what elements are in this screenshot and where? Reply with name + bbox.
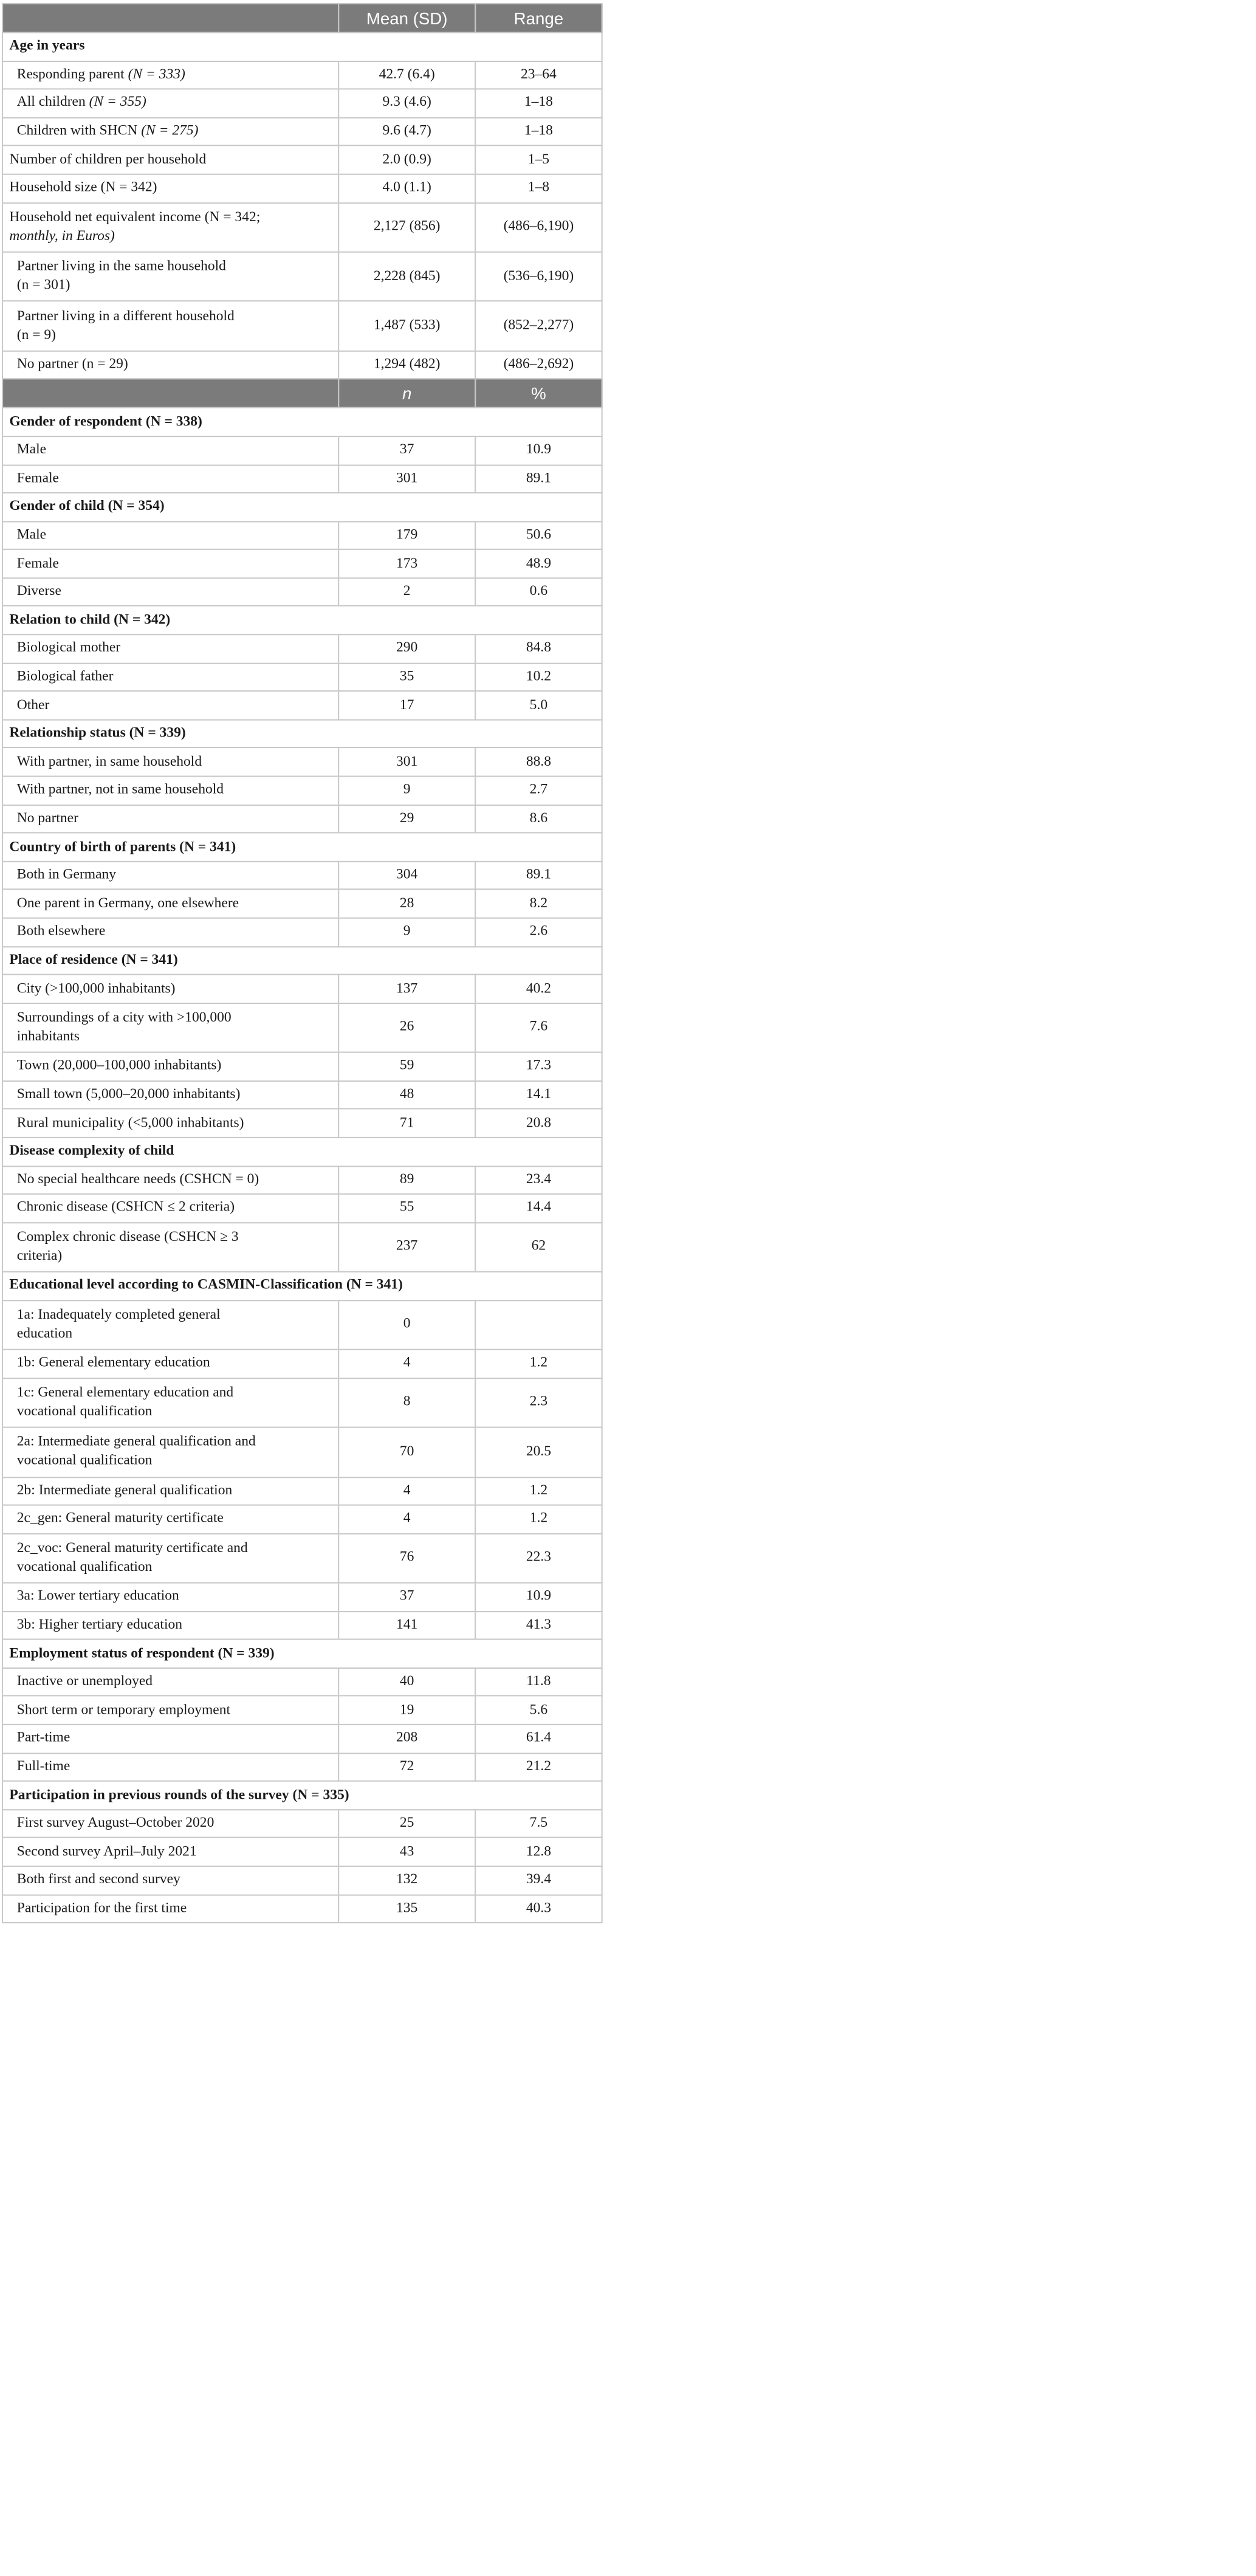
table-row — [2, 1725, 602, 1753]
header-mean-sd: Mean (SD) — [338, 4, 475, 32]
count-cell: 28 — [338, 890, 475, 918]
count-cell: 35 — [338, 663, 475, 692]
table-row — [2, 1810, 602, 1838]
table-row — [2, 549, 602, 578]
count-cell: 4 — [338, 1505, 475, 1534]
section-header — [2, 408, 602, 436]
table-row — [2, 1611, 602, 1640]
count-cell: 137 — [338, 975, 475, 1003]
table-row — [2, 89, 602, 118]
table-row — [2, 1053, 602, 1081]
count-cell: 59 — [338, 1053, 475, 1081]
percent-cell: 10.9 — [475, 436, 602, 465]
percent-cell: 0.6 — [475, 578, 602, 606]
row-label: Both in Germany — [2, 861, 338, 890]
percent-cell: 61.4 — [475, 1725, 602, 1753]
percent-cell: 39.4 — [475, 1866, 602, 1895]
percent-cell: 20.5 — [475, 1427, 602, 1477]
mean-cell: 9.3 (4.6) — [338, 89, 475, 118]
table-row — [2, 174, 602, 203]
table-row — [2, 1477, 602, 1505]
table-row — [2, 1350, 602, 1378]
count-cell: 208 — [338, 1725, 475, 1753]
row-label: Household size (N = 342) — [2, 174, 338, 203]
table-row — [2, 146, 602, 174]
section-header — [2, 493, 602, 521]
mean-cell: 42.7 (6.4) — [338, 61, 475, 89]
count-cell: 301 — [338, 465, 475, 493]
table-row — [2, 578, 602, 606]
range-cell: (852–2,277) — [475, 301, 602, 351]
mean-cell: 2,228 (845) — [338, 252, 475, 301]
percent-cell: 62 — [475, 1223, 602, 1272]
range-cell: 1–18 — [475, 89, 602, 118]
row-label: Household net equivalent income (N = 342; monthly, in Euros) — [2, 202, 338, 252]
mean-cell: 1,487 (533) — [338, 301, 475, 351]
table-row — [2, 1378, 602, 1427]
table-row — [2, 1533, 602, 1582]
count-cell: 29 — [338, 805, 475, 833]
row-label: Responding parent (N = 333) — [2, 61, 338, 89]
count-cell: 70 — [338, 1427, 475, 1477]
percent-cell: 8.2 — [475, 890, 602, 918]
table-row — [2, 1838, 602, 1866]
section-title: Age in years — [2, 33, 602, 61]
count-cell: 290 — [338, 634, 475, 663]
row-label: 3b: Higher tertiary education — [2, 1611, 338, 1640]
row-label: 1a: Inadequately completed general education — [2, 1300, 338, 1350]
percent-cell: 1.2 — [475, 1477, 602, 1505]
row-label: Participation for the first time — [2, 1895, 338, 1923]
percent-cell: 8.6 — [475, 805, 602, 833]
count-cell: 141 — [338, 1611, 475, 1640]
table-row — [2, 1668, 602, 1697]
section-title: Employment status of respondent (N = 339) — [2, 1640, 602, 1668]
percent-cell: 88.8 — [475, 748, 602, 777]
percent-cell: 10.9 — [475, 1583, 602, 1612]
row-label: Both first and second survey — [2, 1866, 338, 1895]
percent-cell: 21.2 — [475, 1753, 602, 1782]
table-row — [2, 634, 602, 663]
section-header — [2, 1781, 602, 1810]
row-label: Partner living in the same household (n = 301) — [2, 252, 338, 301]
table-row — [2, 975, 602, 1003]
percent-cell: 50.6 — [475, 521, 602, 550]
row-label: Short term or temporary employment — [2, 1696, 338, 1725]
table-row — [2, 1109, 602, 1138]
count-cell: 55 — [338, 1194, 475, 1223]
row-label: 2a: Intermediate general qualification and vocational qualification — [2, 1427, 338, 1477]
section-header — [2, 606, 602, 635]
mean-cell: 1,294 (482) — [338, 351, 475, 379]
table-row — [2, 1583, 602, 1612]
percent-cell: 1.2 — [475, 1505, 602, 1534]
percent-cell: 1.2 — [475, 1350, 602, 1378]
percent-cell: 89.1 — [475, 465, 602, 493]
section-header — [2, 720, 602, 748]
table-row — [2, 890, 602, 918]
section-title: Relation to child (N = 342) — [2, 606, 602, 635]
section-title: Participation in previous rounds of the survey (N = 335) — [2, 1781, 602, 1810]
table-row — [2, 1866, 602, 1895]
row-label: No partner (n = 29) — [2, 351, 338, 379]
row-label: Part-time — [2, 1725, 338, 1753]
row-label: Number of children per household — [2, 146, 338, 174]
demographics-table — [2, 3, 603, 1923]
table-row — [2, 1300, 602, 1350]
header-blank — [2, 379, 338, 408]
table-row — [2, 748, 602, 777]
table-row — [2, 1427, 602, 1477]
section-title: Educational level according to CASMIN-Classification (N = 341) — [2, 1272, 602, 1300]
section-title: Gender of respondent (N = 338) — [2, 408, 602, 436]
row-label: Biological father — [2, 663, 338, 692]
row-label: Partner living in a different household (n = 9) — [2, 301, 338, 351]
range-cell: 1–5 — [475, 146, 602, 174]
count-cell: 17 — [338, 692, 475, 720]
percent-cell: 20.8 — [475, 1109, 602, 1138]
row-label: First survey August–October 2020 — [2, 1810, 338, 1838]
row-label: 1c: General elementary education and vocational qualification — [2, 1378, 338, 1427]
count-cell: 48 — [338, 1081, 475, 1110]
count-cell: 237 — [338, 1223, 475, 1272]
count-cell: 179 — [338, 521, 475, 550]
table-row — [2, 1895, 602, 1923]
row-label: Children with SHCN (N = 275) — [2, 117, 338, 146]
range-cell: (486–6,190) — [475, 202, 602, 252]
row-label: With partner, not in same household — [2, 777, 338, 805]
row-label: Surroundings of a city with >100,000 inhabitants — [2, 1003, 338, 1053]
percent-cell: 14.1 — [475, 1081, 602, 1110]
count-cell: 25 — [338, 1810, 475, 1838]
count-cell: 135 — [338, 1895, 475, 1923]
count-cell: 0 — [338, 1300, 475, 1350]
count-cell: 72 — [338, 1753, 475, 1782]
count-cell: 8 — [338, 1378, 475, 1427]
table-row — [2, 861, 602, 890]
table-row — [2, 1223, 602, 1272]
row-label: Town (20,000–100,000 inhabitants) — [2, 1053, 338, 1081]
mean-cell: 2.0 (0.9) — [338, 146, 475, 174]
mean-cell: 2,127 (856) — [338, 202, 475, 252]
percent-cell: 22.3 — [475, 1533, 602, 1582]
percent-cell: 2.6 — [475, 918, 602, 947]
percent-cell: 7.5 — [475, 1810, 602, 1838]
section-age — [2, 33, 602, 61]
mean-cell: 9.6 (4.7) — [338, 117, 475, 146]
table-row — [2, 1505, 602, 1534]
header-blank — [2, 4, 338, 32]
range-cell: (536–6,190) — [475, 252, 602, 301]
count-cell: 4 — [338, 1477, 475, 1505]
row-label: Inactive or unemployed — [2, 1668, 338, 1697]
range-cell: (486–2,692) — [475, 351, 602, 379]
row-label: 2b: Intermediate general qualification — [2, 1477, 338, 1505]
count-cell: 40 — [338, 1668, 475, 1697]
header-row-mean — [2, 4, 602, 32]
table-row — [2, 436, 602, 465]
count-cell: 19 — [338, 1696, 475, 1725]
row-label: Full-time — [2, 1753, 338, 1782]
percent-cell: 23.4 — [475, 1166, 602, 1194]
row-label: With partner, in same household — [2, 748, 338, 777]
table-row — [2, 117, 602, 146]
percent-cell: 41.3 — [475, 1611, 602, 1640]
row-label: 1b: General elementary education — [2, 1350, 338, 1378]
count-cell: 9 — [338, 918, 475, 947]
section-header — [2, 1640, 602, 1668]
percent-cell: 2.7 — [475, 777, 602, 805]
row-label: City (>100,000 inhabitants) — [2, 975, 338, 1003]
count-cell: 71 — [338, 1109, 475, 1138]
count-cell: 2 — [338, 578, 475, 606]
percent-cell: 40.3 — [475, 1895, 602, 1923]
count-cell: 132 — [338, 1866, 475, 1895]
header-range: Range — [475, 4, 602, 32]
count-cell: 4 — [338, 1350, 475, 1378]
header-percent: % — [475, 379, 602, 408]
percent-cell: 11.8 — [475, 1668, 602, 1697]
row-label: Male — [2, 521, 338, 550]
row-label: Chronic disease (CSHCN ≤ 2 criteria) — [2, 1194, 338, 1223]
row-label: 2c_gen: General maturity certificate — [2, 1505, 338, 1534]
row-label: Female — [2, 549, 338, 578]
percent-cell: 84.8 — [475, 634, 602, 663]
row-label: Small town (5,000–20,000 inhabitants) — [2, 1081, 338, 1110]
count-cell: 301 — [338, 748, 475, 777]
range-cell: 1–18 — [475, 117, 602, 146]
percent-cell: 17.3 — [475, 1053, 602, 1081]
table-row — [2, 692, 602, 720]
row-label: 3a: Lower tertiary education — [2, 1583, 338, 1612]
row-label: Biological mother — [2, 634, 338, 663]
table-row — [2, 521, 602, 550]
count-cell: 43 — [338, 1838, 475, 1866]
table-row — [2, 1696, 602, 1725]
table-row — [2, 252, 602, 301]
section-header — [2, 1138, 602, 1166]
percent-cell: 5.6 — [475, 1696, 602, 1725]
table-row — [2, 1166, 602, 1194]
percent-cell: 89.1 — [475, 861, 602, 890]
count-cell: 26 — [338, 1003, 475, 1053]
range-cell: 23–64 — [475, 61, 602, 89]
section-title: Disease complexity of child — [2, 1138, 602, 1166]
table-row — [2, 1081, 602, 1110]
row-label: No partner — [2, 805, 338, 833]
table-row — [2, 465, 602, 493]
header-row-count — [2, 379, 602, 408]
section-title: Relationship status (N = 339) — [2, 720, 602, 748]
section-header — [2, 833, 602, 862]
percent-cell: 2.3 — [475, 1378, 602, 1427]
percent-cell: 5.0 — [475, 692, 602, 720]
row-label: All children (N = 355) — [2, 89, 338, 118]
row-label: Male — [2, 436, 338, 465]
row-label: 2c_voc: General maturity certificate and vocational qualification — [2, 1533, 338, 1582]
percent-cell: 14.4 — [475, 1194, 602, 1223]
percent-cell: 48.9 — [475, 549, 602, 578]
percent-cell: 40.2 — [475, 975, 602, 1003]
mean-cell: 4.0 (1.1) — [338, 174, 475, 203]
percent-cell: 10.2 — [475, 663, 602, 692]
section-title: Gender of child (N = 354) — [2, 493, 602, 521]
count-cell: 9 — [338, 777, 475, 805]
header-n: n — [338, 379, 475, 408]
section-header — [2, 1272, 602, 1300]
table-row — [2, 1003, 602, 1053]
section-title: Place of residence (N = 341) — [2, 946, 602, 975]
table-row — [2, 202, 602, 252]
count-cell: 76 — [338, 1533, 475, 1582]
count-cell: 37 — [338, 436, 475, 465]
row-label: Second survey April–July 2021 — [2, 1838, 338, 1866]
row-label: Both elsewhere — [2, 918, 338, 947]
table-row — [2, 777, 602, 805]
row-label: Diverse — [2, 578, 338, 606]
percent-cell: 12.8 — [475, 1838, 602, 1866]
table-row — [2, 1194, 602, 1223]
table-row — [2, 663, 602, 692]
table-row — [2, 351, 602, 379]
count-cell: 304 — [338, 861, 475, 890]
section-header — [2, 946, 602, 975]
row-label: One parent in Germany, one elsewhere — [2, 890, 338, 918]
table-row — [2, 918, 602, 947]
row-label: Complex chronic disease (CSHCN ≥ 3 criteria) — [2, 1223, 338, 1272]
row-label: Female — [2, 465, 338, 493]
table-row — [2, 301, 602, 351]
percent-cell — [475, 1300, 602, 1350]
count-cell: 173 — [338, 549, 475, 578]
table-row — [2, 1753, 602, 1782]
table-row — [2, 61, 602, 89]
row-label: Rural municipality (<5,000 inhabitants) — [2, 1109, 338, 1138]
range-cell: 1–8 — [475, 174, 602, 203]
percent-cell: 7.6 — [475, 1003, 602, 1053]
section-title: Country of birth of parents (N = 341) — [2, 833, 602, 862]
row-label: No special healthcare needs (CSHCN = 0) — [2, 1166, 338, 1194]
table-row — [2, 805, 602, 833]
count-cell: 37 — [338, 1583, 475, 1612]
row-label: Other — [2, 692, 338, 720]
count-cell: 89 — [338, 1166, 475, 1194]
